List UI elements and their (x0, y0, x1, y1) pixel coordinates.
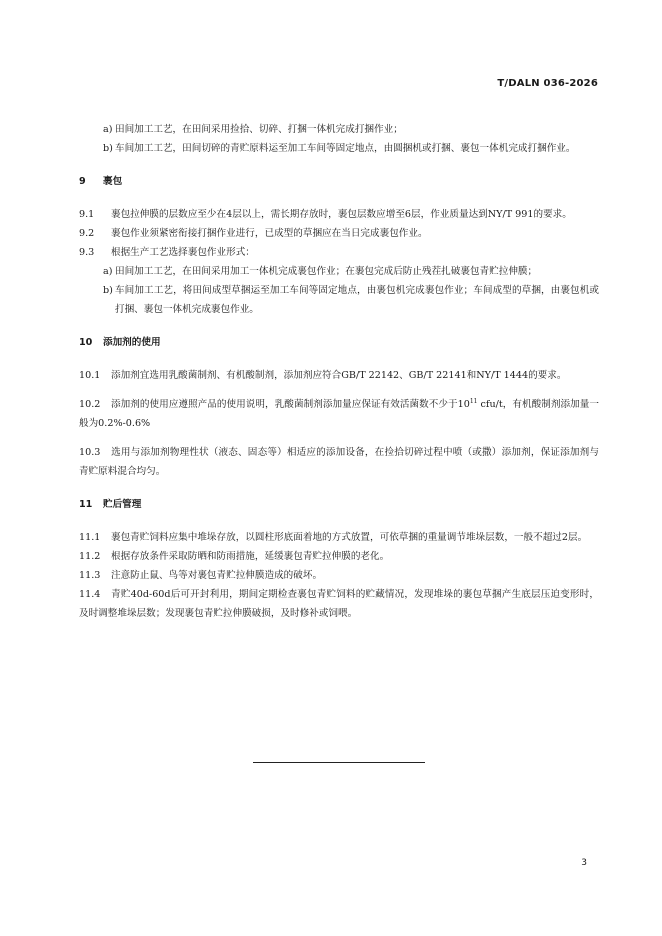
clause-10-3 (79, 443, 599, 481)
clause-10-1 (79, 366, 599, 385)
clause-number: 10.2 (79, 399, 101, 410)
standard-number: T/DALN 036-2026 (497, 78, 598, 89)
section-title: 添加剂的使用 (103, 337, 161, 348)
list-label: a) (103, 124, 113, 135)
list-item (79, 262, 599, 281)
clause-text: 根据生产工艺选择裹包作业形式： (111, 247, 255, 258)
list-text: 田间加工工艺，在田间采用加工一体机完成裹包作业；在裹包完成后防止残茬扎破裹包青贮拉伸膜； (115, 266, 538, 277)
section-number: 10 (79, 337, 93, 348)
clause-number: 11.4 (79, 589, 101, 600)
clause-text: 裹包拉伸膜的层数应至少在4层以上，需长期存放时，裹包层数应增至6层，作业质量达到NY/T 991的要求。 (111, 209, 572, 220)
list-label: b) (103, 285, 113, 296)
clause-text: 青贮40d-60d后可开封利用，期间定期检查裹包青贮饲料的贮藏情况，发现堆垛的裹包草捆产生底层压迫变形时，及时调整堆垛层数；发现裹包青贮拉伸膜破损，及时修补或饲喂。 (79, 589, 599, 619)
clause-text: 添加剂的使用应遵照产品的使用说明，乳酸菌制剂添加量应保证有效活菌数不少于10 (111, 399, 470, 410)
clause-text: 裹包青贮饲料应集中堆垛存放，以圆柱形底面着地的方式放置，可依草捆的重量调节堆垛层数，一般不超过2层。 (111, 532, 588, 543)
exponent: 11 (469, 397, 478, 405)
list-item (79, 139, 599, 158)
section-number: 9 (79, 176, 86, 187)
clause-9-1 (79, 205, 599, 224)
clause-number: 9.2 (79, 228, 95, 239)
list-label: b) (103, 143, 113, 154)
clause-11-2 (79, 547, 599, 566)
clause-number: 11.3 (79, 570, 101, 581)
clause-text: 注意防止鼠、鸟等对裹包青贮拉伸膜造成的破坏。 (111, 570, 323, 581)
end-of-document-line (253, 762, 425, 763)
section-heading-10 (79, 333, 599, 352)
clause-text: 添加剂宜选用乳酸菌制剂、有机酸制剂，添加剂应符合GB/T 22142、GB/T 22141和NY/T 1444的要求。 (111, 370, 567, 381)
page-number: 3 (581, 858, 587, 868)
list-text: 田间加工工艺，在田间采用捡拾、切碎、打捆一体机完成打捆作业； (115, 124, 403, 135)
clause-number: 10.1 (79, 370, 101, 381)
list-text: 车间加工工艺，将田间成型草捆运至加工车间等固定地点，由裹包机完成裹包作业；车间成型的草捆，由裹包机或打捆、裹包一体机完成裹包作业。 (115, 285, 599, 315)
clause-text: 裹包作业须紧密衔接打捆作业进行，已成型的草捆应在当日完成裹包作业。 (111, 228, 428, 239)
clause-text: 根据存放条件采取防晒和防雨措施，延缓裹包青贮拉伸膜的老化。 (111, 551, 390, 562)
clause-text: cfu/t，有机酸制剂添加量一般为0.2%-0.6% (79, 399, 599, 429)
section-heading-9 (79, 172, 599, 191)
clause-number: 10.3 (79, 447, 101, 458)
clause-11-3 (79, 566, 599, 585)
clause-9-2 (79, 224, 599, 243)
document-body (79, 120, 599, 623)
clause-10-2 (79, 395, 599, 433)
list-text: 车间加工工艺，田间切碎的青贮原料运至加工车间等固定地点，由圆捆机或打捆、裹包一体机完成打捆作业。 (115, 143, 576, 154)
list-item (79, 281, 599, 319)
clause-9-3 (79, 243, 599, 262)
section-title: 贮后管理 (103, 499, 142, 510)
section-heading-11 (79, 495, 599, 514)
clause-11-1 (79, 528, 599, 547)
section-number: 11 (79, 499, 93, 510)
clause-11-4 (79, 585, 599, 623)
clause-text: 选用与添加剂物理性状（液态、固态等）相适应的添加设备，在捡拾切碎过程中喷（或撒）添加剂，保证添加剂与青贮原料混合均匀。 (79, 447, 599, 477)
clause-number: 9.3 (79, 247, 95, 258)
list-label: a) (103, 266, 113, 277)
clause-number: 9.1 (79, 209, 95, 220)
clause-number: 11.2 (79, 551, 101, 562)
section-title: 裹包 (103, 176, 123, 187)
clause-number: 11.1 (79, 532, 101, 543)
list-item (79, 120, 599, 139)
